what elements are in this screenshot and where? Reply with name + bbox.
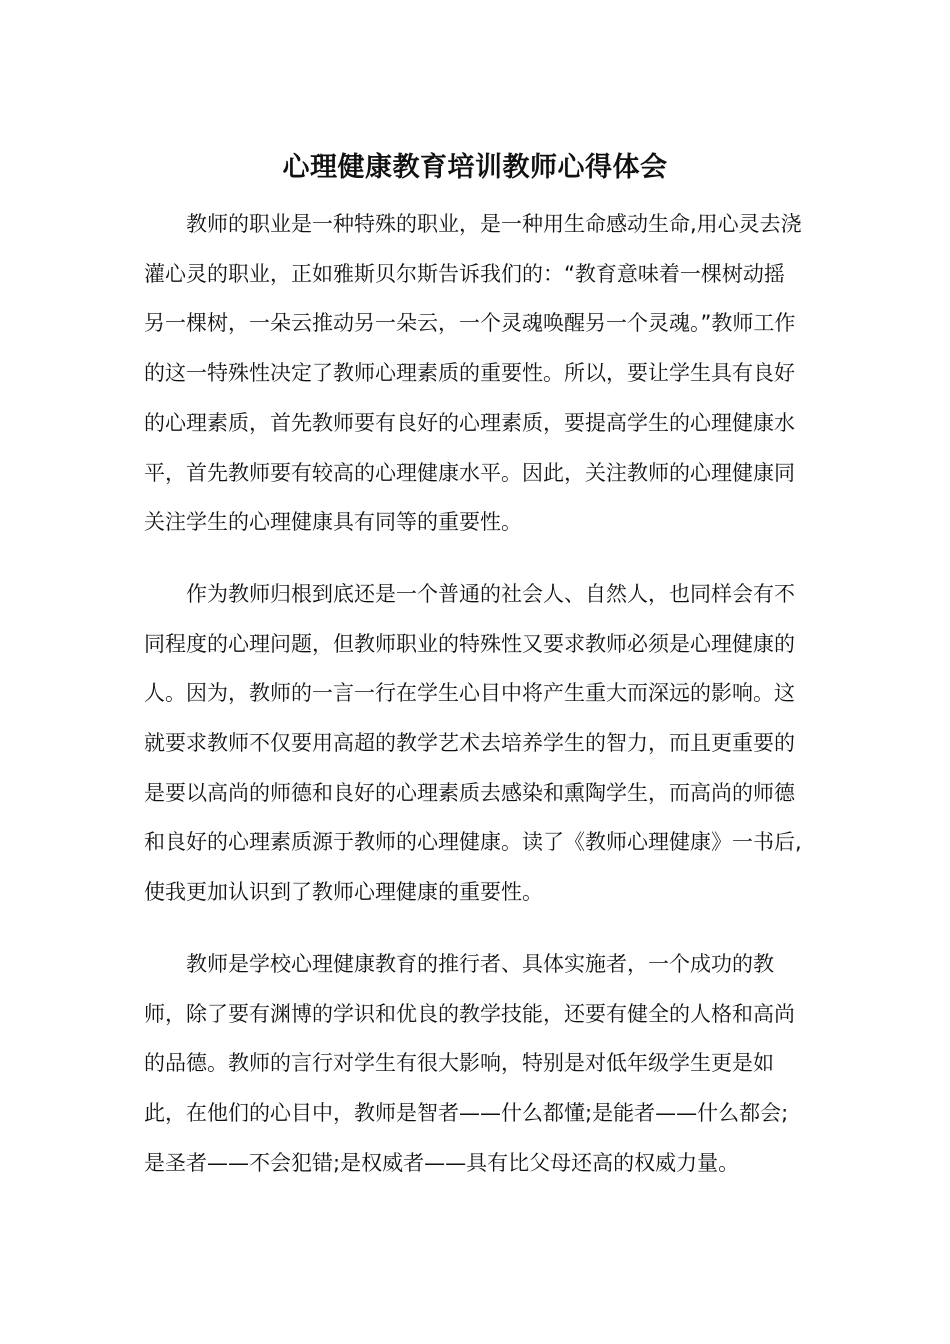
paragraph-3: 教师是学校心理健康教育的推行者、具体实施者，一个成功的教师，除了要有渊博的学识和优良的教学技能，还要有健全的人格和高尚的品德。教师的言行对学生有很大影响，特别是对低年级学生更是如此，在他们的心目中，教师是智者——什么都懂;是能者——什么都会;是圣者——不会犯错;是权威者——具有比父母还高的权威力量。: [144, 951, 795, 1175]
paragraph-1: 教师的职业是一种特殊的职业，是一种用生命感动生命,用心灵去浇灌心灵的职业，正如雅斯贝尔斯告诉我们的：“教育意味着一棵树动摇另一棵树，一朵云推动另一朵云，一个灵魂唤醒另一个灵魂。”教师工作的这一特殊性决定了教师心理素质的重要性。所以，要让学生具有良好的心理素质，首先教师要有良好的心理素质，要提高学生的心理健康水平，首先教师要有较高的心理健康水平。因此，关注教师的心理健康同关注学生的心理健康具有同等的重要性。: [144, 212, 802, 535]
paragraph-2: 作为教师归根到底还是一个普通的社会人、自然人，也同样会有不同程度的心理问题，但教师职业的特殊性又要求教师必须是心理健康的人。因为，教师的一言一行在学生心目中将产生重大而深远的影响。这就要求教师不仅要用高超的教学艺术去培养学生的智力，而且更重要的是要以高尚的师德和良好的心理素质去感染和熏陶学生，而高尚的师德和良好的心理素质源于教师的心理健康。读了《教师心理健康》一书后,使我更加认识到了教师心理健康的重要性。: [144, 581, 802, 905]
document-body: [144, 200, 804, 1188]
document-title: 心理健康教育培训教师心得体会: [282, 152, 668, 184]
